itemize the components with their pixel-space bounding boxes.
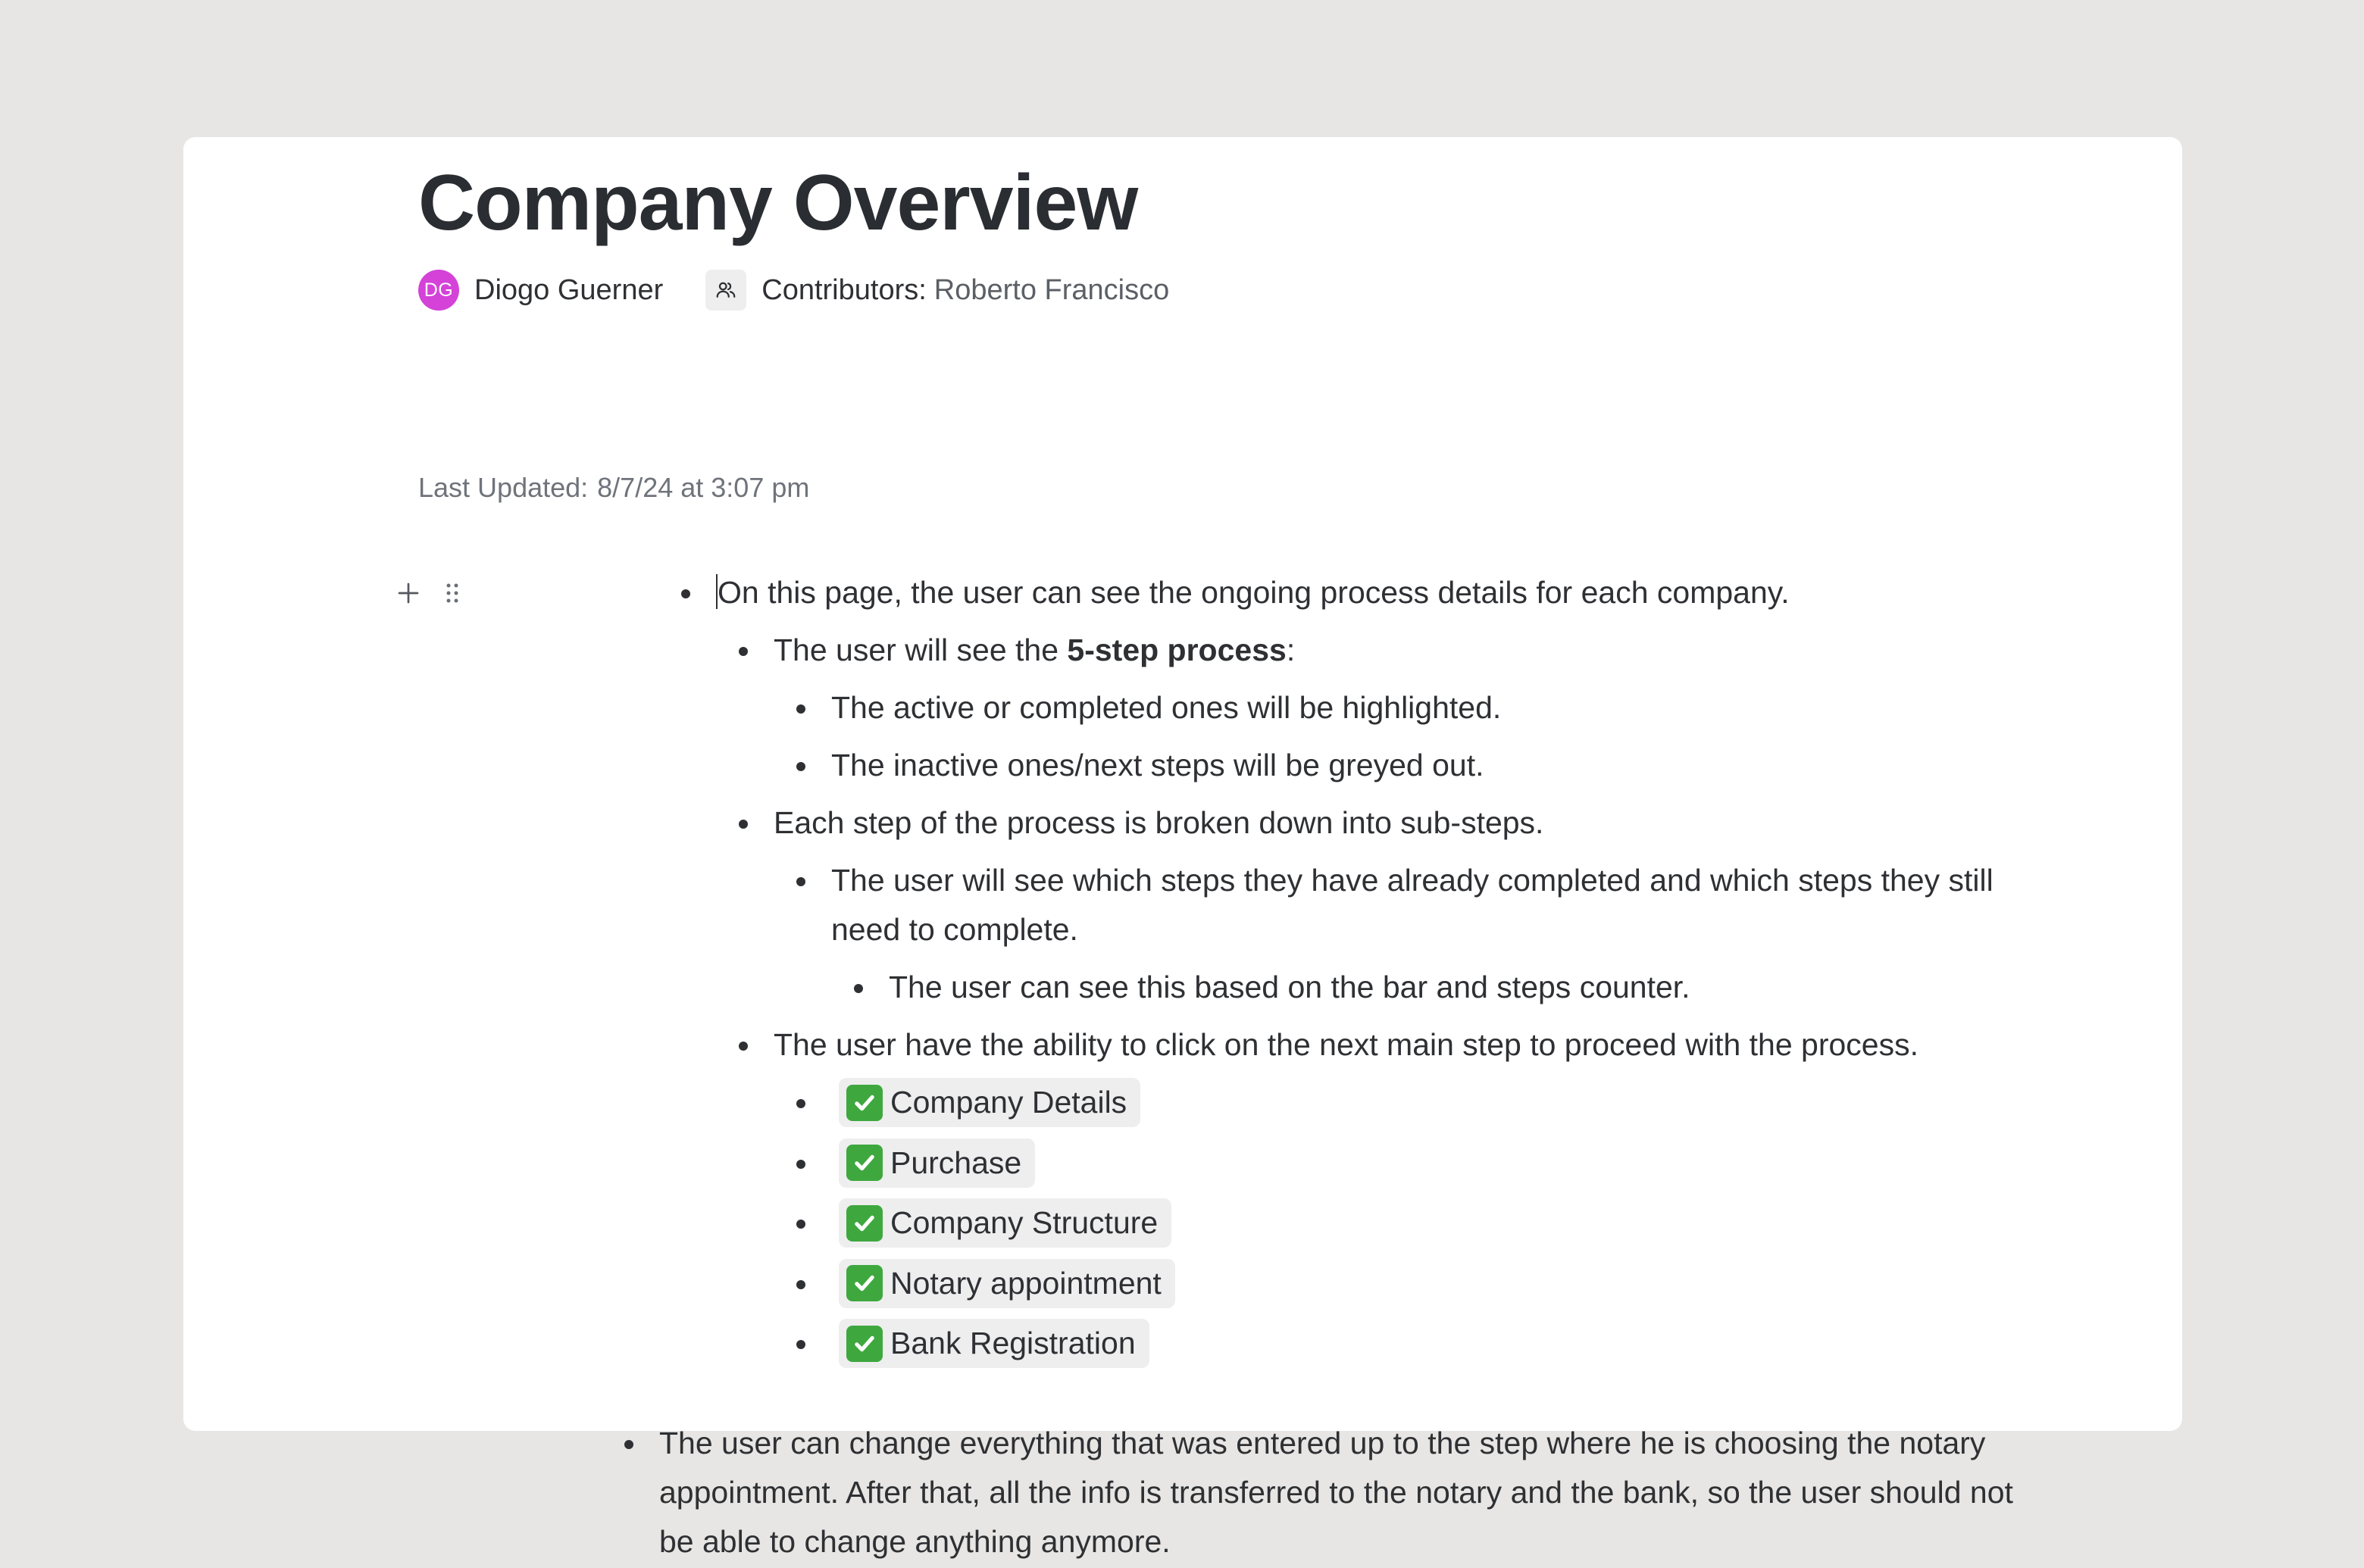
check-mark-icon [846, 1265, 883, 1301]
last-updated-value: 8/7/24 at 3:07 pm [597, 472, 810, 503]
main-bullet-list [716, 568, 2050, 1379]
step-label: Notary appointment [890, 1265, 1162, 1301]
list-item[interactable] [831, 856, 2050, 1012]
document-card [183, 137, 2182, 1559]
list-item-change-note[interactable]: The user can change everything that was entered up to the step where he is choosing the notary appointment. After that, all the info is transferred to the notary and the bank, so the user should not be able to change anything anymore. [659, 1419, 2053, 1566]
process-prefix: The user will see the [774, 633, 1068, 667]
step-chip[interactable] [839, 1139, 1035, 1188]
step-item-bank-registration[interactable] [831, 1319, 2050, 1371]
steps-list [774, 1078, 2050, 1371]
list-item-process[interactable] [774, 626, 2050, 790]
list-item-ability[interactable] [774, 1020, 2050, 1371]
list-item-intro[interactable] [716, 568, 2050, 1379]
check-mark-icon [846, 1145, 883, 1181]
people-icon[interactable] [705, 270, 746, 311]
step-item-purchase[interactable] [831, 1139, 2050, 1191]
step-chip[interactable] [839, 1319, 1149, 1368]
ability-text: The user have the ability to click on the next main step to proceed with the process. [774, 1027, 1918, 1062]
avatar-initials: DG [424, 279, 454, 301]
substeps-nested-list [831, 963, 2050, 1012]
list-item-substeps[interactable] [774, 798, 2050, 1012]
process-sublist [774, 683, 2050, 790]
secondary-bullet-list [659, 1419, 2053, 1566]
check-mark-icon [846, 1326, 883, 1362]
last-updated [418, 472, 809, 504]
meta-row [418, 269, 1169, 311]
list-item[interactable]: The active or completed ones will be highlighted. [831, 683, 2050, 732]
step-item-company-structure[interactable] [831, 1198, 2050, 1251]
step-item-company-details[interactable] [831, 1078, 2050, 1130]
step-label: Company Details [890, 1085, 1127, 1120]
drag-handle-icon[interactable] [437, 578, 467, 608]
list-item[interactable]: The user can see this based on the bar and steps counter. [889, 963, 2050, 1012]
substeps-sublist [774, 856, 2050, 1012]
check-mark-icon [846, 1085, 883, 1121]
step-item-notary-appointment[interactable] [831, 1259, 2050, 1311]
process-bold: 5-step process [1067, 633, 1287, 667]
step-label: Purchase [890, 1145, 1022, 1180]
last-updated-label: Last Updated: [418, 472, 589, 503]
author-name[interactable]: Diogo Guerner [474, 273, 664, 306]
contributors-label: Contributors: [761, 273, 927, 306]
step-label: Company Structure [890, 1205, 1159, 1240]
step-chip[interactable] [839, 1259, 1175, 1308]
substeps-text: Each step of the process is broken down into sub-steps. [774, 805, 1544, 840]
contributors-value[interactable]: Roberto Francisco [933, 273, 1170, 306]
intro-sublist [716, 626, 2050, 1371]
list-item[interactable]: The inactive ones/next steps will be greyed out. [831, 741, 2050, 790]
check-mark-icon [846, 1205, 883, 1242]
avatar[interactable] [418, 270, 459, 311]
process-suffix: : [1286, 633, 1296, 667]
block-tools [393, 570, 467, 616]
step-label: Bank Registration [890, 1326, 1136, 1360]
step-chip[interactable] [839, 1198, 1171, 1248]
page-title[interactable]: Company Overview [418, 159, 1138, 247]
intro-text: On this page, the user can see the ongoing process details for each company. [718, 575, 1790, 610]
step-chip[interactable] [839, 1078, 1140, 1127]
substeps-item-text: The user will see which steps they have already completed and which steps they still need to complete. [831, 863, 1993, 947]
plus-icon[interactable] [393, 578, 424, 608]
